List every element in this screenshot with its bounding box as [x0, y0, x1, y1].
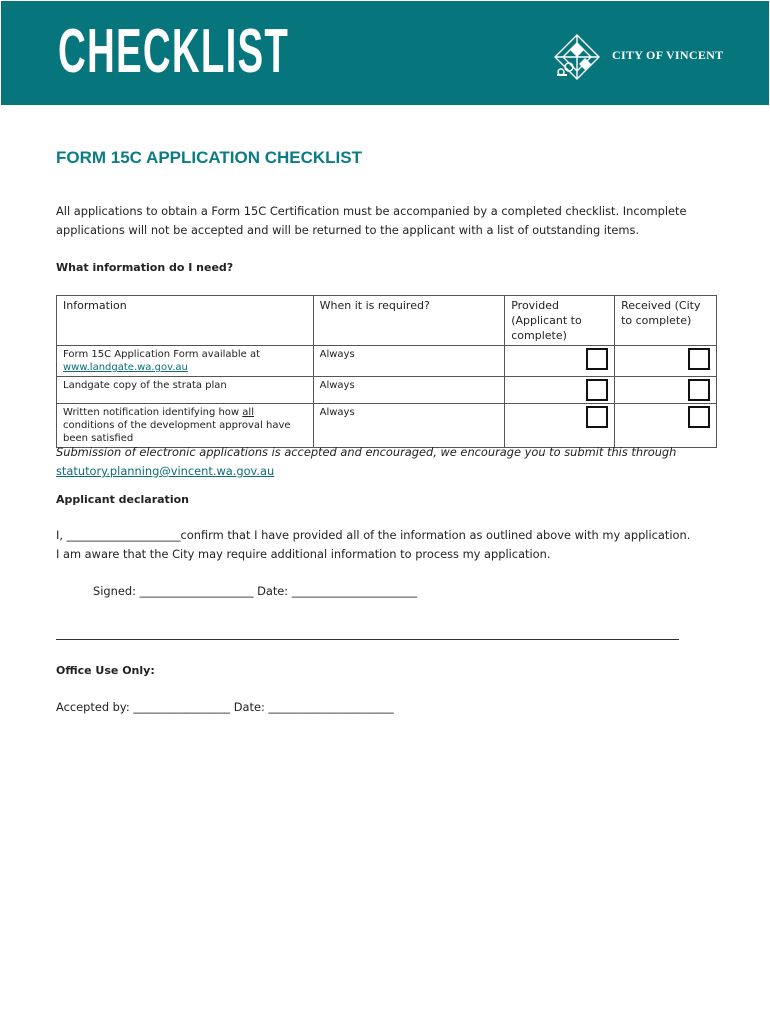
header-when: When it is required? — [313, 296, 505, 346]
table-row — [57, 404, 717, 448]
office-use-heading: Office Use Only: — [56, 664, 155, 677]
table-row — [57, 346, 717, 377]
city-of-vincent-crest-icon — [549, 30, 605, 84]
table-header-row — [57, 296, 717, 346]
row-when: Always — [313, 346, 505, 377]
provided-cell — [505, 377, 615, 404]
form-title: FORM 15C APPLICATION CHECKLIST — [56, 148, 363, 167]
checklist-table — [56, 295, 717, 448]
row-when: Always — [313, 377, 505, 404]
info-section-heading: What information do I need? — [56, 261, 234, 274]
row-information-text: Form 15C Application Form available at — [63, 349, 261, 360]
provided-checkbox[interactable] — [586, 406, 608, 428]
provided-checkbox[interactable] — [586, 379, 608, 401]
page-header — [1, 1, 769, 105]
landgate-link[interactable]: www.landgate.wa.gov.au — [63, 362, 188, 373]
row-information: Landgate copy of the strata plan — [57, 377, 314, 404]
received-cell — [615, 346, 717, 377]
row-information-prefix: Written notification identifying how — [63, 407, 243, 418]
received-cell — [615, 377, 717, 404]
row-information — [57, 346, 314, 377]
submission-email-link[interactable]: statutory.planning@vincent.wa.gov.au — [56, 464, 275, 478]
table-row — [57, 377, 717, 404]
row-when: Always — [313, 404, 505, 448]
header-provided: Provided (Applicant to complete) — [505, 296, 615, 346]
row-information — [57, 404, 314, 448]
row-information-emphasis: all — [242, 407, 254, 418]
accepted-by-line: Accepted by: _________________ Date: ______________________ — [56, 700, 394, 714]
logo-text: CITY OF VINCENT — [612, 48, 724, 62]
header-received: Received (City to complete) — [615, 296, 717, 346]
declaration-heading: Applicant declaration — [56, 493, 189, 506]
provided-checkbox[interactable] — [586, 348, 608, 370]
submission-note — [56, 443, 706, 481]
intro-paragraph: All applications to obtain a Form 15C Certification must be accompanied by a completed checklist. Incomplete applications will not be accepted and will be returned to the applicant with a list of outstanding items. — [56, 204, 687, 237]
declaration-text: I, ____________________confirm that I have provided all of the information as outlined above with my application. I am aware that the City may require additional information to process my application. — [56, 528, 691, 561]
header-title: CHECKLIST — [58, 17, 290, 86]
received-checkbox[interactable] — [688, 348, 710, 370]
provided-cell — [505, 346, 615, 377]
header-information: Information — [57, 296, 314, 346]
received-checkbox[interactable] — [688, 379, 710, 401]
section-divider — [56, 639, 679, 640]
row-information-suffix: conditions of the development approval have been satisfied — [63, 420, 291, 444]
submission-text: Submission of electronic applications is accepted and encouraged, we encourage you to submit this through — [56, 445, 677, 459]
received-checkbox[interactable] — [688, 406, 710, 428]
received-cell — [615, 404, 717, 448]
signed-date-line: Signed: ____________________ Date: ______________________ — [93, 584, 418, 598]
provided-cell — [505, 404, 615, 448]
